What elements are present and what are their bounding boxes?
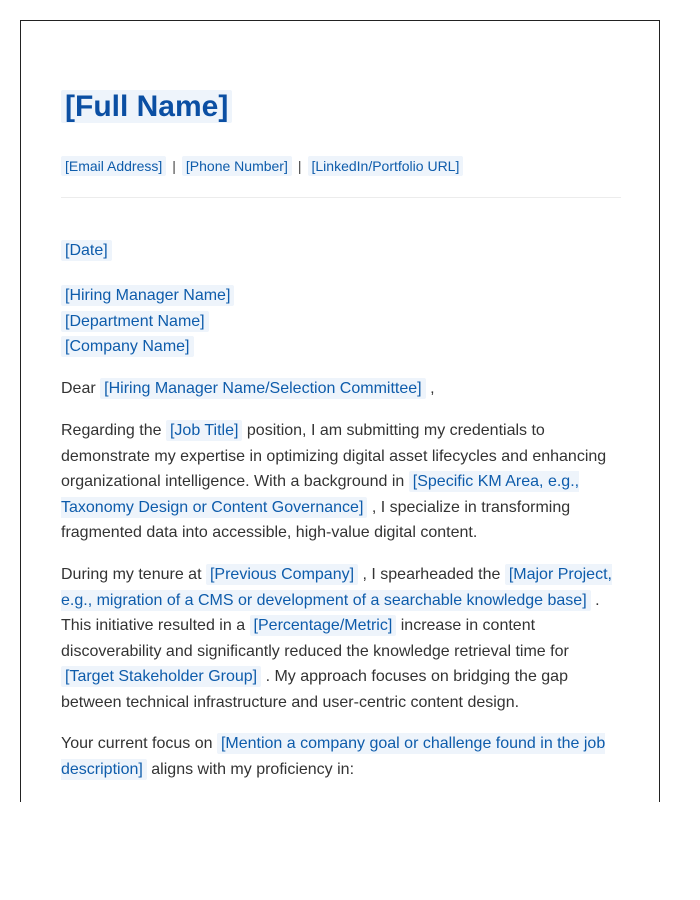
header-divider <box>61 197 621 198</box>
metric-placeholder: [Percentage/Metric] <box>250 615 397 636</box>
paragraph-text: . My approach focuses on bridging the gap between technical infrastructure and user-centric content design. <box>61 668 568 711</box>
letter-page <box>20 20 660 802</box>
contact-separator: | <box>172 158 176 174</box>
paragraph-experience <box>61 562 613 715</box>
previous-company-placeholder: [Previous Company] <box>206 564 358 585</box>
phone-placeholder: [Phone Number] <box>182 156 292 176</box>
date-line <box>61 238 613 264</box>
km-area-placeholder: [Specific KM Area, e.g., Taxonomy Design or Content Governance] <box>61 473 580 516</box>
major-project-placeholder: [Major Project, e.g., migration of a CMS or development of a searchable knowledge base] <box>61 566 612 609</box>
salutation-prefix: Dear <box>61 380 96 397</box>
paragraph-intro <box>61 418 613 546</box>
email-placeholder: [Email Address] <box>61 156 166 176</box>
paragraph-text: increase in content discoverability and significantly reduced the knowledge retrieval time for <box>61 617 569 660</box>
stakeholder-placeholder: [Target Stakeholder Group] <box>61 666 261 687</box>
recipient-line <box>61 283 613 309</box>
paragraph-text: , I specialize in transforming fragmented data into accessible, high-value digital content. <box>61 498 571 541</box>
contact-line <box>61 157 463 175</box>
department-placeholder: [Department Name] <box>61 311 209 332</box>
paragraph-text: position, I am submitting my credentials to demonstrate my expertise in optimizing digital asset lifecycles and enhancing organizational intelligence. With a background in <box>61 422 607 490</box>
paragraph-focus <box>61 731 613 782</box>
paragraph-text: , I spearheaded the <box>362 566 501 583</box>
paragraph-text: . This initiative resulted in a <box>61 591 600 634</box>
company-goal-placeholder: [Mention a company goal or challenge found in the job description] <box>61 735 606 778</box>
salutation <box>61 376 613 402</box>
recipient-address <box>61 283 613 360</box>
hiring-manager-placeholder: [Hiring Manager Name] <box>61 285 234 306</box>
salutation-suffix: , <box>430 380 435 397</box>
company-placeholder: [Company Name] <box>61 336 194 357</box>
contact-separator: | <box>297 158 302 174</box>
paragraph-text: Regarding the <box>61 422 162 439</box>
paragraph-text: aligns with my proficiency in: <box>151 760 355 778</box>
paragraph-text: During my tenure at <box>61 566 202 583</box>
paragraph-text: Your current focus on <box>61 735 213 752</box>
job-title-placeholder: [Job Title] <box>166 420 242 441</box>
recipient-line <box>61 334 613 360</box>
url-placeholder: [LinkedIn/Portfolio URL] <box>308 156 464 176</box>
salutation-name-placeholder: [Hiring Manager Name/Selection Committee] <box>100 378 425 399</box>
full-name-placeholder: [Full Name] <box>61 90 232 123</box>
full-name-heading <box>61 88 232 126</box>
recipient-line <box>61 309 613 335</box>
date-placeholder: [Date] <box>61 240 112 261</box>
